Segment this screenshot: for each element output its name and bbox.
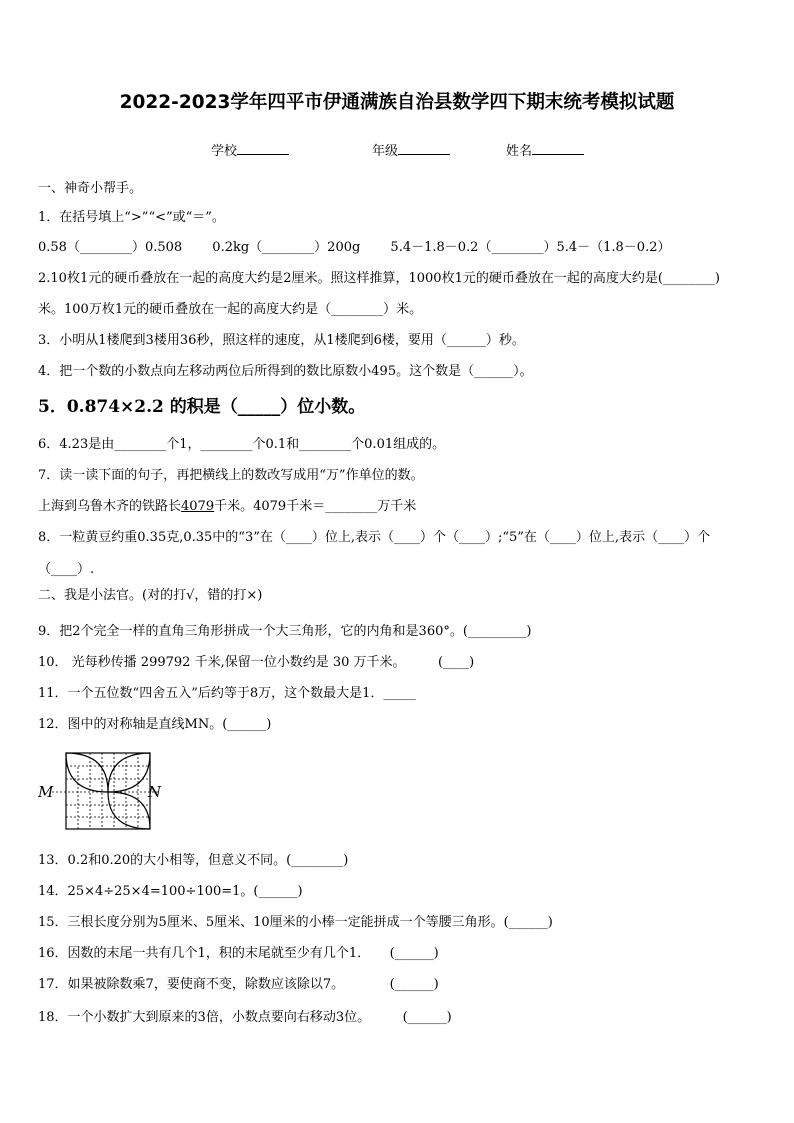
section-2-heading: 二、我是小法官。(对的打√，错的打×) bbox=[38, 588, 263, 603]
question-5: 5．0.874×2.2 的积是（_____）位小数。 bbox=[38, 397, 366, 417]
question-4: 4．把一个数的小数点向左移动两位后所得到的数比原数小495。这个数是（______）。 bbox=[38, 364, 533, 379]
question-1: 1．在括号填上“>”“<”或“＝”。 bbox=[38, 210, 225, 225]
grade-blank bbox=[398, 142, 450, 155]
grade-label: 年级 bbox=[372, 144, 399, 159]
name-blank bbox=[532, 142, 584, 155]
symmetry-figure bbox=[38, 751, 162, 831]
question-13: 13．0.2和0.20的大小相等，但意义不同。(________) bbox=[38, 853, 349, 868]
question-6: 6．4.23是由________个1，________个0.1和________个0.01组成的。 bbox=[38, 437, 446, 452]
section-1-heading: 一、神奇小帮手。 bbox=[38, 181, 143, 196]
question-3: 3．小明从1楼爬到3楼用36秒，照这样的速度，从1楼爬到6楼，要用（______）秒。 bbox=[38, 333, 525, 348]
school-label: 学校 bbox=[211, 144, 238, 159]
question-2-line-1: 2.10枚1元的硬币叠放在一起的高度大约是2厘米。照这样推算，1000枚1元的硬币叠放在一起的高度大约是(________) bbox=[38, 271, 720, 286]
question-8-line-2: （____）. bbox=[38, 562, 95, 577]
grade-field bbox=[372, 140, 450, 159]
question-18: 18．一个小数扩大到原来的3倍，小数点要向右移动3位。 (______) bbox=[38, 1010, 452, 1025]
question-10: 10． 光每秒传播 299792 千米,保留一位小数约是 30 万千米。 (____) bbox=[38, 655, 475, 670]
name-field bbox=[506, 140, 584, 159]
question-7-sentence bbox=[38, 499, 416, 515]
question-14: 14．25×4÷25×4=100÷100=1。(______) bbox=[38, 884, 303, 899]
question-1-items: 0.58（________）0.508 0.2kg（________）200g 5.4－1.8－0.2（________）5.4－（1.8－0.2） bbox=[38, 240, 671, 255]
question-11: 11．一个五位数“四舍五入”后约等于8万，这个数最大是1．_____ bbox=[38, 686, 416, 701]
label-m: M bbox=[38, 783, 54, 801]
school-blank bbox=[237, 142, 289, 155]
question-7: 7．读一读下面的句子，再把横线上的数改写成用“万”作单位的数。 bbox=[38, 468, 424, 483]
question-17: 17．如果被除数乘7，要使商不变，除数应该除以7。 (______) bbox=[38, 977, 439, 992]
question-16: 16．因数的末尾一共有几个1，积的末尾就至少有几个1． (______) bbox=[38, 946, 439, 961]
question-2-line-2: 米。100万枚1元的硬币叠放在一起的高度大约是（________）米。 bbox=[38, 302, 423, 317]
school-field bbox=[211, 140, 289, 159]
q7-sentence-prefix: 上海到乌鲁木齐的铁路长 bbox=[38, 499, 182, 514]
question-9: 9．把2个完全一样的直角三角形拼成一个大三角形，它的内角和是360°。(_________) bbox=[38, 624, 532, 639]
q7-underlined-number: 4079 bbox=[181, 499, 215, 514]
name-label: 姓名 bbox=[506, 144, 533, 159]
label-n: N bbox=[148, 783, 162, 801]
page-title: 2022-2023学年四平市伊通满族自治县数学四下期末统考模拟试题 bbox=[119, 92, 675, 113]
question-15: 15．三根长度分别为5厘米、5厘米、10厘米的小棒一定能拼成一个等腰三角形。(______) bbox=[38, 915, 553, 930]
q7-sentence-suffix: 千米。4079千米＝________万千米 bbox=[214, 499, 417, 514]
question-8-line-1: 8．一粒黄豆约重0.35克,0.35中的“3”在（____）位上,表示（____）个（____）;“5”在（____）位上,表示（____）个 bbox=[38, 530, 711, 545]
question-12: 12．图中的对称轴是直线MN。(______) bbox=[38, 717, 272, 732]
